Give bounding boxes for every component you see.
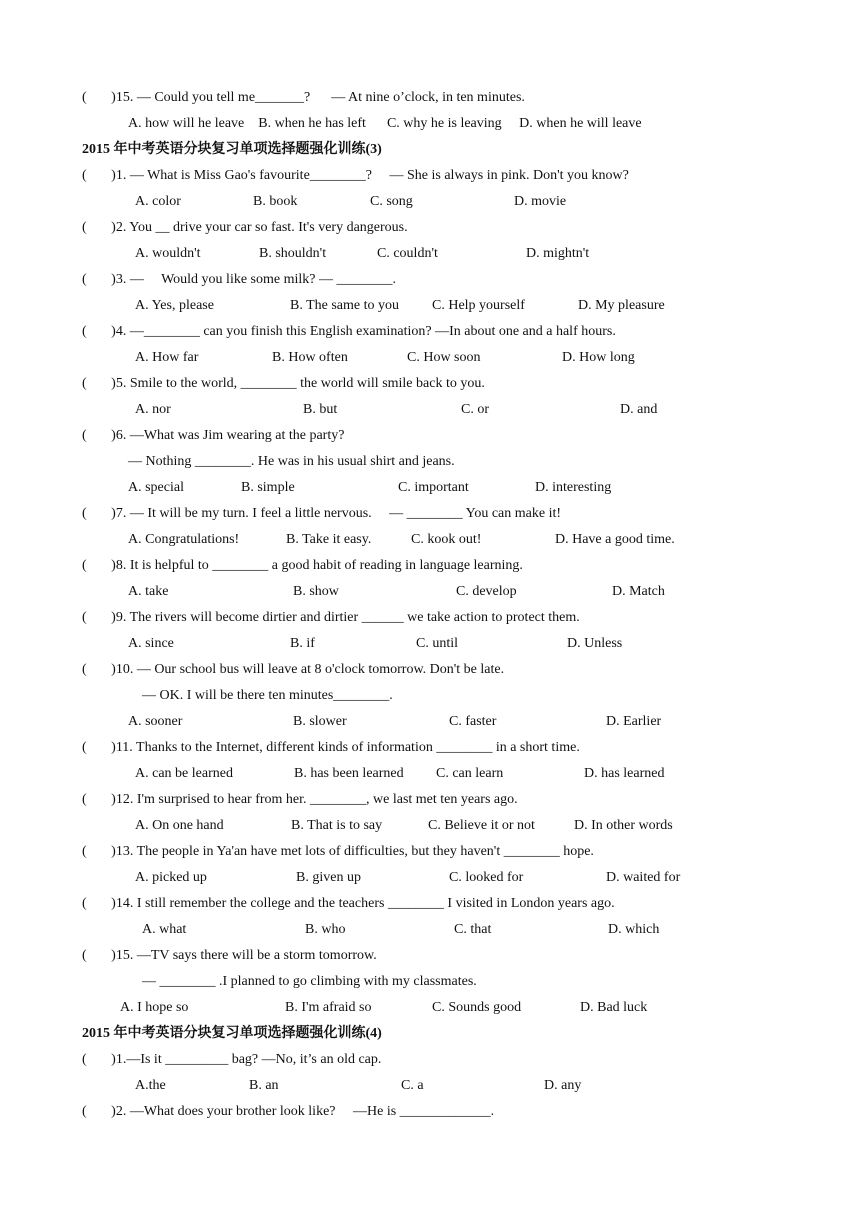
option-a: A. since	[128, 636, 174, 651]
option-b: B. but	[303, 402, 338, 417]
option-c: C. that	[454, 922, 492, 937]
option-a: A. what	[142, 922, 187, 937]
question-line: ( )6. —What was Jim wearing at the party?	[82, 428, 345, 443]
question-line: ( )1.—Is it _________ bag? —No, it’s an old cap.	[82, 1052, 382, 1067]
option-d: D. any	[544, 1078, 582, 1093]
option-b: B. That is to say	[291, 818, 383, 833]
question-line: — OK. I will be there ten minutes________.	[142, 688, 393, 703]
option-a: A. Congratulations!	[128, 532, 240, 547]
option-c: C. develop	[456, 584, 517, 599]
option-a: A. Yes, please	[135, 298, 214, 313]
option-c: C. kook out!	[411, 532, 482, 547]
question-line: ( )13. The people in Ya'an have met lots of difficulties, but they haven't ________ hope.	[82, 844, 594, 859]
option-b: B. Take it easy.	[286, 532, 372, 547]
section-heading: 2015 年中考英语分块复习单项选择题强化训练(4)	[82, 1026, 382, 1041]
question-line: ( )10. — Our school bus will leave at 8 o'clock tomorrow. Don't be late.	[82, 662, 505, 677]
option-b: B. slower	[293, 714, 347, 729]
option-a: A. I hope so	[120, 1000, 189, 1015]
question-line: ( )15. — Could you tell me_______? — At nine o’clock, in ten minutes.	[82, 90, 525, 105]
option-c: C. Sounds good	[432, 1000, 522, 1015]
options-line: A. how will he leave B. when he has left C. why he is leaving D. when he will leave	[128, 116, 642, 131]
option-b: B. shouldn't	[259, 246, 327, 261]
question-line: — Nothing ________. He was in his usual shirt and jeans.	[128, 454, 455, 469]
option-a: A. take	[128, 584, 169, 599]
option-c: C. faster	[449, 714, 497, 729]
option-c: C. Believe it or not	[428, 818, 535, 833]
option-c: C. How soon	[407, 350, 481, 365]
option-d: D. Match	[612, 584, 665, 599]
option-b: B. The same to you	[290, 298, 400, 313]
question-line: ( )15. —TV says there will be a storm tomorrow.	[82, 948, 377, 963]
option-b: B. if	[290, 636, 315, 651]
option-c: C. or	[461, 402, 489, 417]
option-d: D. My pleasure	[578, 298, 665, 313]
option-d: D. movie	[514, 194, 567, 209]
option-a: A. sooner	[128, 714, 183, 729]
option-d: D. In other words	[574, 818, 673, 833]
option-a: A. can be learned	[135, 766, 233, 781]
option-c: C. until	[416, 636, 459, 651]
option-c: C. important	[398, 480, 469, 495]
question-line: ( )12. I'm surprised to hear from her. ________, we last met ten years ago.	[82, 792, 518, 807]
option-c: C. looked for	[449, 870, 524, 885]
option-d: D. which	[608, 922, 660, 937]
option-d: D. and	[620, 402, 658, 417]
option-b: B. show	[293, 584, 339, 599]
option-a: A. color	[135, 194, 181, 209]
option-a: A. special	[128, 480, 184, 495]
option-a: A. wouldn't	[135, 246, 201, 261]
option-d: D. Bad luck	[580, 1000, 648, 1015]
question-line: ( )5. Smile to the world, ________ the world will smile back to you.	[82, 376, 485, 391]
question-line: ( )2. You __ drive your car so fast. It's very dangerous.	[82, 220, 408, 235]
option-d: D. interesting	[535, 480, 612, 495]
question-line: ( )4. —________ can you finish this English examination? —In about one and a half hours.	[82, 324, 616, 339]
section-heading: 2015 年中考英语分块复习单项选择题强化训练(3)	[82, 142, 382, 157]
question-line: ( )3. — Would you like some milk? — ________.	[82, 272, 396, 287]
option-a: A. nor	[135, 402, 171, 417]
question-line: ( )14. I still remember the college and the teachers ________ I visited in London years ago.	[82, 896, 615, 911]
option-b: B. given up	[296, 870, 361, 885]
option-c: C. a	[401, 1078, 424, 1093]
option-c: C. couldn't	[377, 246, 438, 261]
option-a: A. How far	[135, 350, 199, 365]
option-c: C. song	[370, 194, 413, 209]
option-a: A. On one hand	[135, 818, 224, 833]
option-d: D. mightn't	[526, 246, 590, 261]
option-b: B. How often	[272, 350, 348, 365]
question-line: ( )9. The rivers will become dirtier and dirtier ______ we take action to protect them.	[82, 610, 580, 625]
option-d: D. Have a good time.	[555, 532, 675, 547]
option-d: D. Earlier	[606, 714, 662, 729]
option-b: B. who	[305, 922, 346, 937]
option-a: A. picked up	[135, 870, 207, 885]
option-b: B. simple	[241, 480, 295, 495]
question-line: ( )11. Thanks to the Internet, different kinds of information ________ in a short time.	[82, 740, 580, 755]
question-line: — ________ .I planned to go climbing with my classmates.	[142, 974, 477, 989]
question-line: ( )1. — What is Miss Gao's favourite________? — She is always in pink. Don't you know?	[82, 168, 629, 183]
question-line: ( )7. — It will be my turn. I feel a little nervous. — ________ You can make it!	[82, 506, 562, 521]
option-d: D. waited for	[606, 870, 681, 885]
question-line: ( )2. —What does your brother look like? —He is _____________.	[82, 1104, 495, 1119]
option-d: D. has learned	[584, 766, 665, 781]
option-a: A.the	[135, 1078, 166, 1093]
option-b: B. book	[253, 194, 298, 209]
option-b: B. has been learned	[294, 766, 404, 781]
option-d: D. How long	[562, 350, 635, 365]
option-c: C. Help yourself	[432, 298, 525, 313]
option-d: D. Unless	[567, 636, 623, 651]
option-c: C. can learn	[436, 766, 504, 781]
option-b: B. I'm afraid so	[285, 1000, 372, 1015]
question-line: ( )8. It is helpful to ________ a good habit of reading in language learning.	[82, 558, 523, 573]
option-b: B. an	[249, 1078, 279, 1093]
